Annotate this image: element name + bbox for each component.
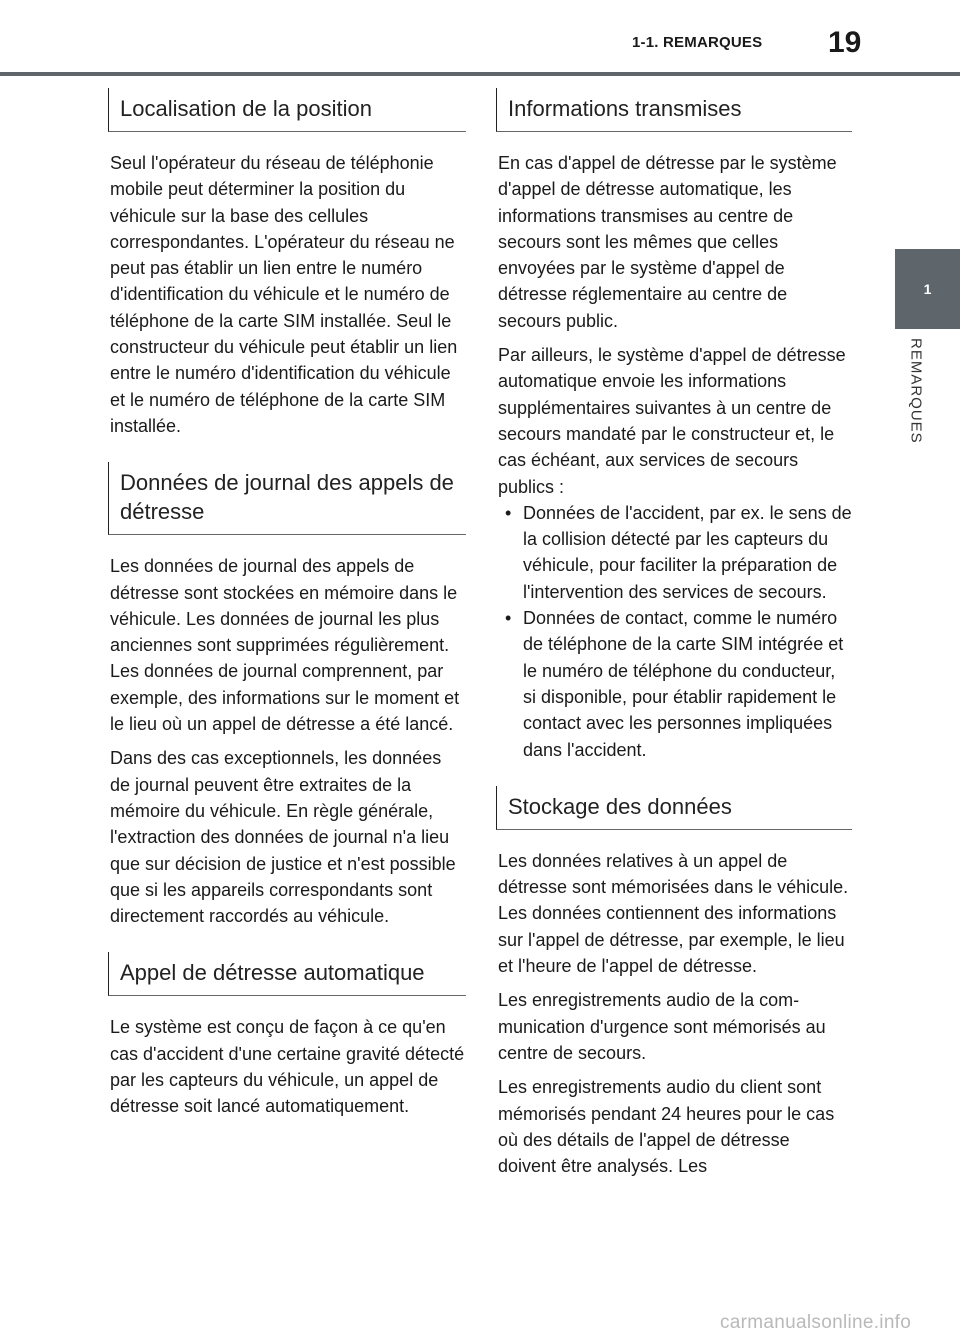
paragraph: Les données de journal des appels de détresse sont stockées en mémoire dans le véhicule. Les données de journal les plus anciennes sont supprimées régulièrement. Les données de journal comprennent, par exemple, des informations sur le moment et le lieu où un appel de détresse a été lancé.: [110, 556, 460, 735]
section-heading-localisation: Localisation de la position: [108, 88, 466, 132]
chapter-title: 1-1. REMARQUES: [632, 34, 763, 51]
section-heading-informations: Informations transmises: [496, 88, 852, 132]
chapter-tab-number: 1: [923, 281, 932, 297]
list-item: • Données de contact, comme le numéro de téléphone de la carte SIM intégrée et le numéro de téléphone du conducteur, si disponible, pour établir rapidement le contact avec les personnes impliquées dans l'accident.: [496, 605, 852, 763]
chapter-tab[interactable]: [895, 249, 960, 329]
watermark: carmanualsonline.info: [720, 1312, 912, 1333]
paragraph: Les enregistrements audio du client sont mémorisés pendant 24 heures pour le cas où des détails de l'appel de détresse doivent être analysés. Les: [498, 1077, 835, 1177]
section-heading-journal: Données de journal des appels de détresse: [108, 462, 466, 535]
paragraph: Le système est conçu de façon à ce qu'en cas d'accident d'une certaine gravité détecté par les capteurs du véhicule, un appel de détresse soit lancé automatiquement.: [110, 1017, 465, 1117]
section-heading-stockage: Stockage des données: [496, 786, 852, 830]
page-number: 19: [828, 26, 862, 59]
section-heading-appel-automatique: Appel de détresse automatique: [108, 952, 466, 996]
paragraph: Les données relatives à un appel de détresse sont mémorisées dans le véhicule. Les données contiennent des informations sur l'appel de détresse, par exemple, le lieu et l'heure de l'appel de détresse.: [498, 850, 849, 977]
paragraph: Les enregistrements audio de la communication d'urgence sont mémorisés au centre de secours.: [498, 990, 826, 1063]
paragraph: Seul l'opérateur du réseau de téléphonie mobile peut déterminer la position du véhicule sur la base des cellules correspondantes. L'opérateur du réseau ne peut pas établir un lien entre le numéro d'identification du véhicule et le numéro de téléphone de la carte SIM installée. Seul le constructeur du véhicule peut établir un lien entre le numéro d'identification du véhicule et le numéro de téléphone de la carte SIM installée.: [110, 153, 458, 436]
list-item: • Données de l'accident, par ex. le sens de la collision détecté par les capteurs du véhicule, pour faciliter la préparation de l'intervention des services de secours.: [496, 500, 852, 605]
paragraph: Dans des cas exceptionnels, les données de journal peuvent être extraites de la mémoire du véhicule. En règle générale, l'extraction des données de journal n'a lieu que sur décision de justice et n'est possible que si les appareils correspondants sont directement raccordés au véhicule.: [110, 748, 456, 927]
bullet-list: [496, 500, 852, 763]
paragraph: En cas d'appel de détresse par le système d'appel de détresse automatique, les informations transmises au centre de secours sont les mêmes que celles envoyées par le système d'appel de détresse réglementaire au centre de secours public.: [498, 153, 837, 331]
left-column: [108, 88, 466, 1120]
right-column: [496, 88, 852, 1179]
header-rule: [0, 72, 960, 76]
chapter-tab-label: REMARQUES: [907, 338, 925, 444]
paragraph: Par ailleurs, le système d'appel de détresse automatique envoie les informations supplémentaires suivantes à un centre de secours mandaté par le constructeur et, le cas échéant, aux services de secours publics :: [498, 345, 846, 497]
